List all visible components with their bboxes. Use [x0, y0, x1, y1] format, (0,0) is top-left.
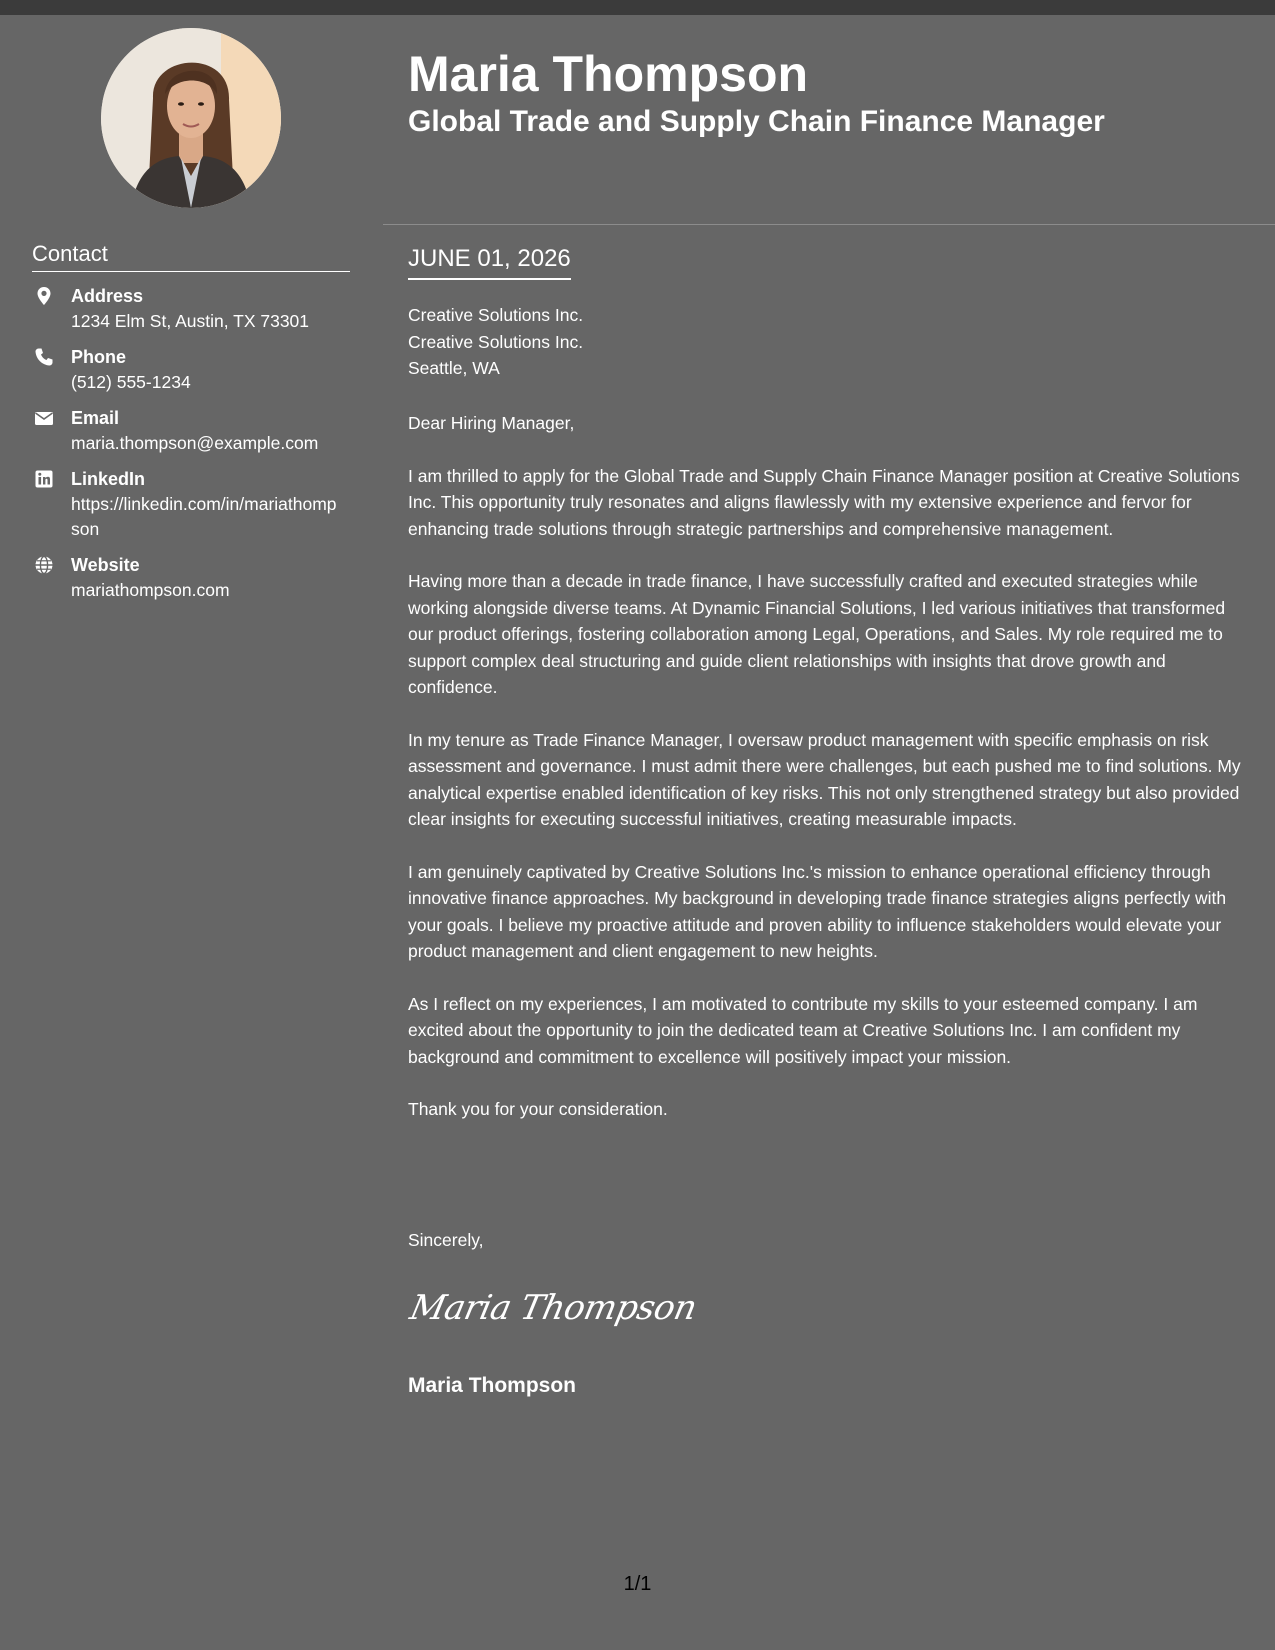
recipient-block: [408, 302, 583, 382]
top-bar: [0, 0, 1275, 15]
contact-item-website: [32, 553, 352, 603]
location-pin-icon: [34, 286, 54, 306]
handwritten-signature: Maria Thompson: [406, 1288, 701, 1328]
contact-item-address: [32, 284, 352, 334]
contact-label: Phone: [71, 347, 127, 367]
recipient-company: Creative Solutions Inc.: [408, 331, 584, 352]
body-paragraph: Having more than a decade in trade finance, I have successfully crafted and executed strategies while working alongside diverse teams. At Dynamic Financial Solutions, I led various initiatives that transformed our product offerings, fostering collaboration among Legal, Operations, and Sales. My role required me to support complex deal structuring and guide client relationships with insights that drove growth and confidence.: [408, 571, 1226, 698]
linkedin-link[interactable]: https://linkedin.com/in/mariathompson: [71, 494, 337, 539]
body-paragraph: In my tenure as Trade Finance Manager, I oversaw product management with specific emphasis on risk assessment and governance. I must admit there were challenges, but each pushed me to find solutions. My analytical expertise enabled identification of key risks. This not only strengthened strategy but also provided clear insights for executing successful initiatives, creating measurable impacts.: [408, 729, 1241, 830]
contact-label: Website: [71, 555, 140, 575]
contact-item-phone: [32, 345, 352, 395]
contact-item-linkedin: [32, 467, 352, 542]
closing: Sincerely,: [408, 1230, 484, 1250]
greeting: Dear Hiring Manager,: [408, 413, 575, 433]
contact-heading: Contact: [32, 240, 350, 272]
body-paragraph: I am thrilled to apply for the Global Trade and Supply Chain Finance Manager position at Creative Solutions Inc. This opportunity truly resonates and aligns flawlessly with my extensive experience and fervor for enhancing trade solutions through strategic partnerships and comprehensive management.: [408, 465, 1240, 539]
envelope-icon: [34, 408, 54, 428]
globe-icon: [34, 555, 54, 575]
letter-body: [408, 410, 1250, 1149]
profile-photo: [101, 28, 281, 208]
phone-value[interactable]: (512) 555-1234: [71, 372, 191, 392]
website-link[interactable]: mariathompson.com: [71, 580, 230, 600]
contact-label: Email: [71, 408, 120, 428]
phone-icon: [34, 347, 54, 367]
job-title: Global Trade and Supply Chain Finance Manager: [408, 105, 1105, 138]
contact-label: Address: [71, 286, 144, 306]
contact-item-email: [32, 406, 352, 456]
applicant-name: Maria Thompson: [408, 46, 809, 102]
header-divider: [383, 224, 1275, 225]
letter-date: JUNE 01, 2026: [408, 244, 571, 280]
contact-list: [32, 284, 352, 614]
body-paragraph: I am genuinely captivated by Creative Solutions Inc.'s mission to enhance operational efficiency through innovative finance approaches. My background in developing trade finance strategies aligns perfectly with your goals. I believe my proactive attitude and proven ability to influence stakeholders would elevate your product management and client engagement to new heights.: [408, 861, 1227, 962]
signer-name: Maria Thompson: [408, 1374, 577, 1397]
address-value: 1234 Elm St, Austin, TX 73301: [71, 311, 310, 331]
recipient-location: Seattle, WA: [408, 358, 500, 378]
recipient-company: Creative Solutions Inc.: [408, 305, 584, 325]
page-number: 1/1: [623, 1573, 652, 1595]
email-link[interactable]: maria.thompson@example.com: [71, 433, 319, 453]
body-paragraph: As I reflect on my experiences, I am motivated to contribute my skills to your esteemed company. I am excited about the opportunity to join the dedicated team at Creative Solutions Inc. I am confident my background and commitment to excellence will positively impact your mission.: [408, 993, 1198, 1067]
body-paragraph: Thank you for your consideration.: [408, 1099, 668, 1120]
contact-label: LinkedIn: [71, 469, 146, 489]
linkedin-icon: [34, 469, 54, 489]
